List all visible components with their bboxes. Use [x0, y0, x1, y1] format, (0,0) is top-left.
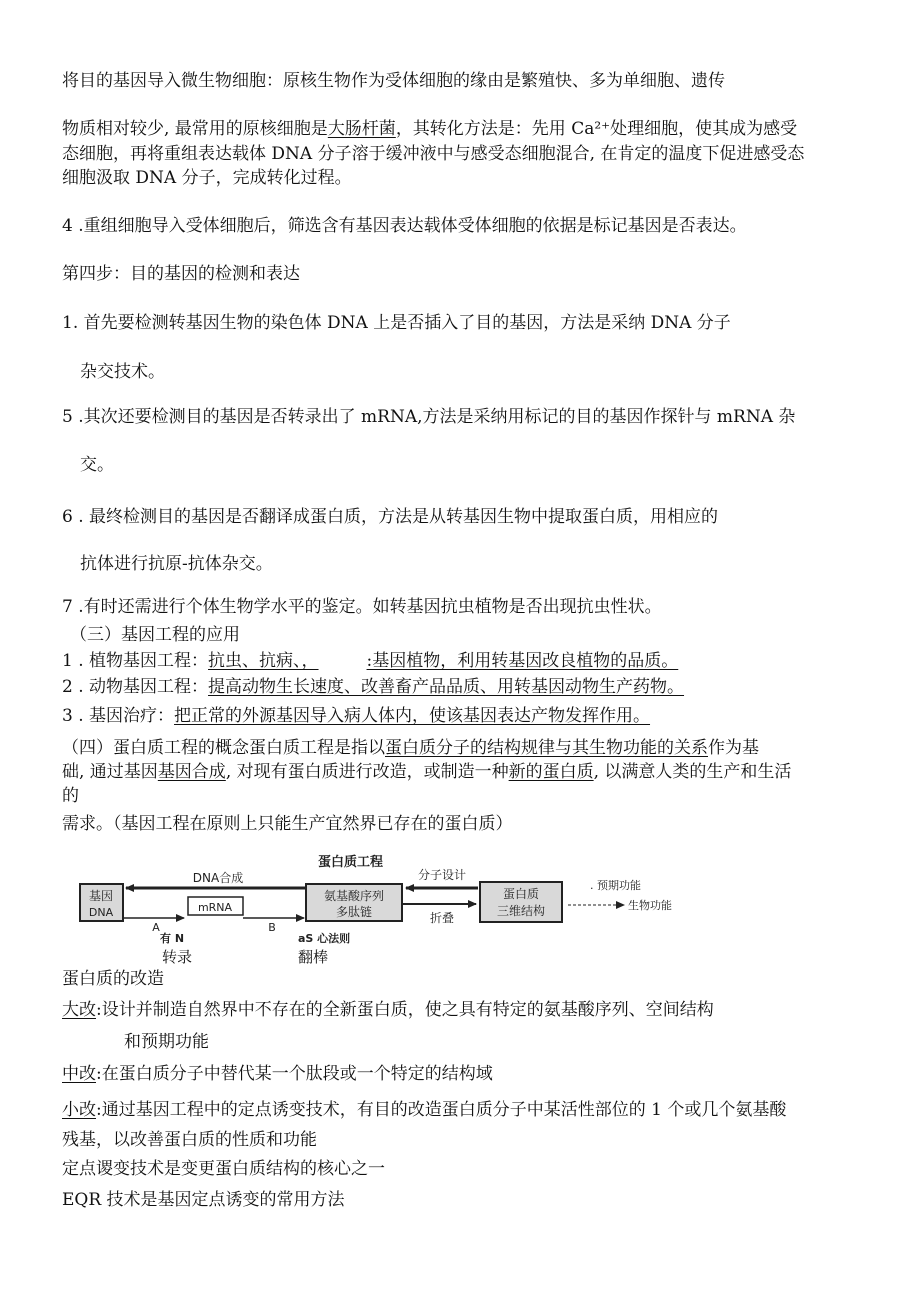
section-heading: 第四步：目的基因的检测和表达: [62, 264, 300, 284]
numbered-item: 7 .有时还需进行个体生物学水平的鉴定。如转基因抗虫植物是否出现抗虫性状。: [62, 597, 662, 617]
dna-synthesis-label: DNA合成: [192, 871, 244, 885]
text-line: 杂交技术。: [80, 362, 165, 382]
numbered-item: 6 . 最终检测目的基因是否翻译成蛋白质，方法是从转基因生物中提取蛋白质，用相应的: [62, 507, 719, 527]
transcription-caption: 转录: [162, 948, 193, 966]
text-line: 态细胞，再将重组表达载体 DNA 分子溶于缓冲液中与感受态细胞混合, 在肯定的温度下促进感受态: [62, 144, 805, 164]
text-run: :在蛋白质分子中替代某一个肽段或一个特定的结构域: [96, 1064, 493, 1084]
underlined-term: :基因植物，利用转基因改良植物的品质。: [366, 651, 679, 671]
numbered-item: 4 .重组细胞导入受体细胞后，筛选含有基因表达载体受体细胞的依据是标记基因是否表达。: [62, 216, 747, 236]
text-line: 残基，以改善蛋白质的性质和功能: [62, 1130, 317, 1150]
numbered-item: 5 .其次还要检测目的基因是否转录出了 mRNA,方法是采纳用标记的目的基因作探针与 mRNA 杂: [62, 407, 796, 427]
box-label: mRNA: [197, 901, 233, 914]
text-line: 和预期功能: [124, 1032, 209, 1052]
text-run: :设计并制造自然界中不存在的全新蛋白质，使之具有特定的氨基酸序列、空间结构: [96, 1000, 714, 1020]
under-label-a: 有 N: [160, 932, 185, 945]
text-line: 交。: [80, 455, 114, 475]
translation-caption: 翻棒: [298, 948, 329, 966]
diagram-title: 蛋白质工程: [318, 855, 384, 870]
numbered-item: 1. 首先要检测转基因生物的染色体 DNA 上是否插入了目的基因，方法是采纳 DNA 分子: [62, 313, 731, 333]
folding-label: 折叠: [429, 911, 455, 925]
text-run: ，其转化方法是：先用 Ca²⁺处理细胞，使其成为感受: [395, 119, 798, 139]
underlined-term: 新的蛋白质: [508, 762, 594, 782]
underlined-term: 大肠杆菌: [327, 119, 396, 139]
text-line: 定点谡变技术是变更蛋白质结构的核心之一: [62, 1159, 385, 1179]
text-run: 1 . 植物基因工程：: [62, 651, 209, 671]
text-line: [62, 999, 714, 1021]
box-label: 基因: [88, 889, 114, 903]
underlined-term: 基因合成: [157, 762, 226, 782]
arrow-label-a: A: [152, 921, 160, 934]
text-run: , 以满意人类的生产和生活: [593, 762, 792, 782]
section-heading: （三）基因工程的应用: [70, 625, 240, 645]
text-run: 2 . 动物基因工程：: [62, 677, 209, 697]
text-line: 的: [62, 786, 79, 806]
section-heading: 蛋白质的改造: [62, 969, 164, 989]
bio-function-label: 生物功能: [628, 899, 672, 912]
underlined-term: 抗虫、抗病、，: [208, 651, 319, 671]
text-line: 抗体进行抗原-抗体杂交。: [80, 554, 273, 574]
expected-function-label: . 预期功能: [590, 879, 641, 892]
text-line: 细胞汲取 DNA 分子，完成转化过程。: [62, 168, 352, 188]
text-run: 3 . 基因治疗：: [62, 706, 175, 726]
under-label-b: aS 心法则: [298, 932, 351, 945]
text-run: :通过基因工程中的定点诱变技术，有目的改造蛋白质分子中某活性部位的 1 个或几个氨基酸: [96, 1100, 787, 1120]
underlined-term: 提高动物生长速度、改善畜产品品质、用转基因动物生产药物。: [208, 677, 685, 697]
box-label: 三维结构: [496, 904, 546, 918]
text-line: 将目的基因导入微生物细胞：原核生物作为受体细胞的缘由是繁殖快、多为单细胞、遗传: [62, 71, 725, 91]
term-label: 中改: [62, 1064, 96, 1084]
term-label: 大改: [62, 1000, 96, 1020]
text-run: 础, 通过基因: [62, 762, 158, 782]
text-line: [62, 1099, 786, 1121]
term-label: 小改: [62, 1100, 96, 1120]
text-run: 作为基: [708, 738, 759, 758]
arrow-label-b: B: [268, 921, 276, 934]
box-label: 蛋白质: [502, 887, 540, 901]
molecular-design-label: 分子设计: [417, 868, 467, 882]
text-run: （四）蛋白质工程的概念蛋白质工程是指以: [62, 738, 385, 758]
underlined-term: 把正常的外源基因导入病人体内，使该基因表达产物发挥作用。: [174, 706, 651, 726]
text-line: 需求。（基因工程在原则上只能生产宜然界已存在的蛋白质）: [62, 814, 513, 834]
text-run: 物质相对较少, 最常用的原核细胞是: [62, 119, 328, 139]
box-label: DNA: [88, 906, 114, 919]
text-run: , 对现有蛋白质进行改造，或制造一种: [225, 762, 509, 782]
text-line: EQR 技术是基因定点诱变的常用方法: [62, 1190, 345, 1210]
underlined-term: 蛋白质分子的结构规律与其生物功能的关系: [385, 738, 708, 758]
box-label: 氨基酸序列: [323, 889, 385, 903]
text-line: [62, 1063, 493, 1085]
box-label: 多肽链: [335, 905, 373, 919]
